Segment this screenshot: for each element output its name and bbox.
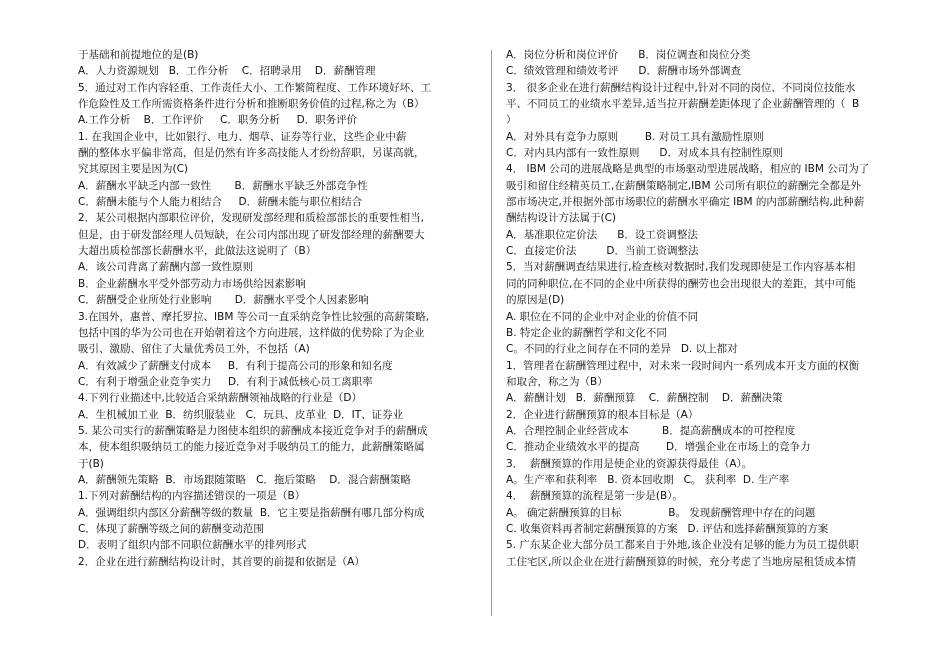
text-line: C．体现了薪酬等级之间的薪酬变动范围 xyxy=(78,522,264,535)
text-line: A。生产率和获利率 B. 资本回收期 C。 获利率 D. 生产率 xyxy=(506,473,790,486)
text-line: 1. 在我国企业中，比如银行、电力、烟草、证券等行业，这些企业中薪 xyxy=(78,130,407,143)
text-line: A．对外具有竞争力原则 B. 对员工具有激励性原则 xyxy=(506,130,764,143)
text-line: A。 确定薪酬预算的目标 B。 发现薪酬管理中存在的问题 xyxy=(506,506,816,519)
text-line: 4． IBM 公司的进展战略是典型的市场驱动型进展战略，相应的 IBM 公司为了 xyxy=(506,163,870,176)
text-line: 4.下列行业描述中,比较适合采纳薪酬领袖战略的行业是（D） xyxy=(78,392,362,405)
text-line: A．薪酬计划 B．薪酬预算 C．薪酬控制 D．薪酬决策 xyxy=(506,392,783,405)
text-line: B．企业薪酬水平受外部劳动力市场供给因素影响 xyxy=(78,277,306,290)
text-line: 3． 薪酬预算的作用是使企业的资源获得最佳（A）。 xyxy=(506,457,753,470)
text-line: A．岗位分析和岗位评价 B．岗位调查和岗位分类 xyxy=(506,49,751,61)
text-line: A．人力资源规划 B．工作分析 C．招聘录用 D．薪酬管理 xyxy=(78,65,376,78)
text-line: 5. 广东某企业大部分员工都来自于外地,该企业没有足够的能力为员工提供职 xyxy=(506,539,859,552)
text-line: A．有效减少了薪酬支付成本 B．有利于提高公司的形象和知名度 xyxy=(78,359,393,372)
text-line: 作危险性及工作所需资格条件进行分析和推断职务价值的过程,称之为（B） xyxy=(78,98,425,111)
text-line: 5. 某公司实行的薪酬策略是力图使本组织的薪酬成本接近竞争对手的薪酬成 xyxy=(78,424,428,437)
text-line: C．薪酬受企业所处行业影响 D．薪酬水平受个人因素影响 xyxy=(78,294,369,307)
text-line: 3.在国外，惠普、摩托罗拉、IBM 等公司一直采纳竞争性比较强的高薪策略, xyxy=(78,310,430,323)
text-line: 5．当对薪酬调查结果进行,检查核对数据时,我们发现即使是工作内容基本相 xyxy=(506,261,856,274)
text-line: 5．通过对工作内容轻重、工作责任大小、工作繁简程度、工作环境好坏、工 xyxy=(78,81,432,94)
text-line: 酬的整体水平偏非常高，但是仍然有许多高技能人才纷纷辞职，另谋高就， xyxy=(78,147,425,160)
text-line: 同的同种职位,在不同的企业中所获得的酬劳也会出现很大的差距，其中可能 xyxy=(506,277,856,290)
text-line: 本，使本组织吸纳员工的能力接近竞争对手吸纳员工的能力，此薪酬策略属 xyxy=(78,441,425,454)
text-line: B. 特定企业的薪酬哲学和文化不同 xyxy=(506,326,667,339)
text-line: 于(B) xyxy=(78,457,104,470)
text-line: A．强调组织内部区分薪酬等级的数量 B．它主要是指薪酬有哪几部分构成 xyxy=(78,506,425,519)
text-line: 工住宅区,所以企业在进行薪酬预算的时候，充分考虑了当地房屋租赁成本情 xyxy=(506,555,856,568)
text-line: D．表明了组织内部不同职位薪酬水平的排列形式 xyxy=(78,539,307,552)
text-line: 和取舍，称之为（B） xyxy=(506,375,608,388)
text-line: 酬结构设计方法属于(C) xyxy=(506,212,617,225)
text-line: 大超出质检部部长薪酬水平，此做法这说明了（B） xyxy=(78,245,317,258)
text-line: 但是，由于研发部经理人员短缺，在公司内部出现了研发部经理的薪酬要大 xyxy=(78,228,425,241)
text-line: 部市场决定,并根据外部市场职位的薪酬水平确定 IBM 的内部薪酬结构,此种薪 xyxy=(506,196,865,209)
text-line: C．有利于增强企业竞争实力 D．有利于减低核心员工离职率 xyxy=(78,375,373,388)
column-divider xyxy=(491,50,492,616)
text-line: C．绩效管理和绩效考评 D．薪酬市场外部调查 xyxy=(506,65,741,78)
text-line: C. 收集资料再者制定薪酬预算的方案 D. 评估和选择薪酬预算的方案 xyxy=(506,522,829,535)
text-line: 1．管理者在薪酬管理过程中，对未来一段时间内一系列成本开支方面的权衡 xyxy=(506,359,860,372)
text-line: A．基准职位定价法 B．设工资调整法 xyxy=(506,228,698,241)
text-line: A．生机械加工业 B．纺织服装业 C．玩具、皮革业 D．IT、证券业 xyxy=(78,408,404,421)
text-line: A. 职位在不同的企业中对企业的价值不同 xyxy=(506,310,699,323)
text-line: A．薪酬水平缺乏内部一致性 B．薪酬水平缺乏外部竞争性 xyxy=(78,179,368,192)
text-line: A.工作分析 B．工作评价 C．职务分析 D．职务评价 xyxy=(78,114,358,127)
text-line: 吸引和留住经精英员工,在薪酬策略制定,IBM 公司所有职位的薪酬完全都是外 xyxy=(506,179,861,192)
text-line: 于基础和前提地位的是(B) xyxy=(78,49,199,61)
text-line: 2．某公司根据内部职位评价，发现研发部经理和质检部部长的重要性相当, xyxy=(78,212,425,225)
text-line: 3． 很多企业在进行薪酬结构设计过程中,针对不同的岗位、不同岗位技能水 xyxy=(506,81,856,94)
text-line: A．该公司背离了薪酬内部一致性原则 xyxy=(78,261,254,274)
text-line: 2．企业进行薪酬预算的根本目标是（A） xyxy=(506,408,699,421)
text-line: C．对内具内部有一致性原则 D．对成本具有控制性原则 xyxy=(506,147,783,160)
text-line: C．直接定价法 D．当前工资调整法 xyxy=(506,245,699,258)
text-line: 1.下列对薪酬结构的内容描述错误的一项是（B） xyxy=(78,490,306,503)
text-line: 平、不同员工的业绩水平差异,适当拉开薪酬差距体现了企业薪酬管理的（ B xyxy=(506,98,860,111)
text-line: A．合理控制企业经营成本 B．提高薪酬成本的可控程度 xyxy=(506,424,796,437)
text-line: 2．企业在进行薪酬结构设计时，其首要的前提和依据是（A） xyxy=(78,555,365,568)
text-line: 究其原因主要是因为(C) xyxy=(78,163,189,176)
text-line: 4． 薪酬预算的流程是第一步是(B）。 xyxy=(506,490,683,503)
text-line: C．薪酬未能与个人能力相结合 D．薪酬未能与职位相结合 xyxy=(78,196,363,209)
text-line: 包括中国的华为公司也在开始朝着这个方向进展，这样做的优势除了为企业 xyxy=(78,326,425,339)
text-line: A．薪酬领先策略 B．市场跟随策略 C．拖后策略 D．混合薪酬策略 xyxy=(78,473,411,486)
right-text-column xyxy=(506,47,918,570)
text-line: C。不同的行业之间存在不同的差异 D. 以上都对 xyxy=(506,343,738,356)
text-line: ） xyxy=(506,114,517,127)
left-text-column xyxy=(78,47,494,570)
text-line: 的原因是(D) xyxy=(506,294,565,307)
text-line: C．推动企业绩效水平的提高 D．增强企业在市场上的竞争力 xyxy=(506,441,811,454)
text-line: 吸引、激励、留住了大量优秀员工外，不包括（A) xyxy=(78,343,310,356)
